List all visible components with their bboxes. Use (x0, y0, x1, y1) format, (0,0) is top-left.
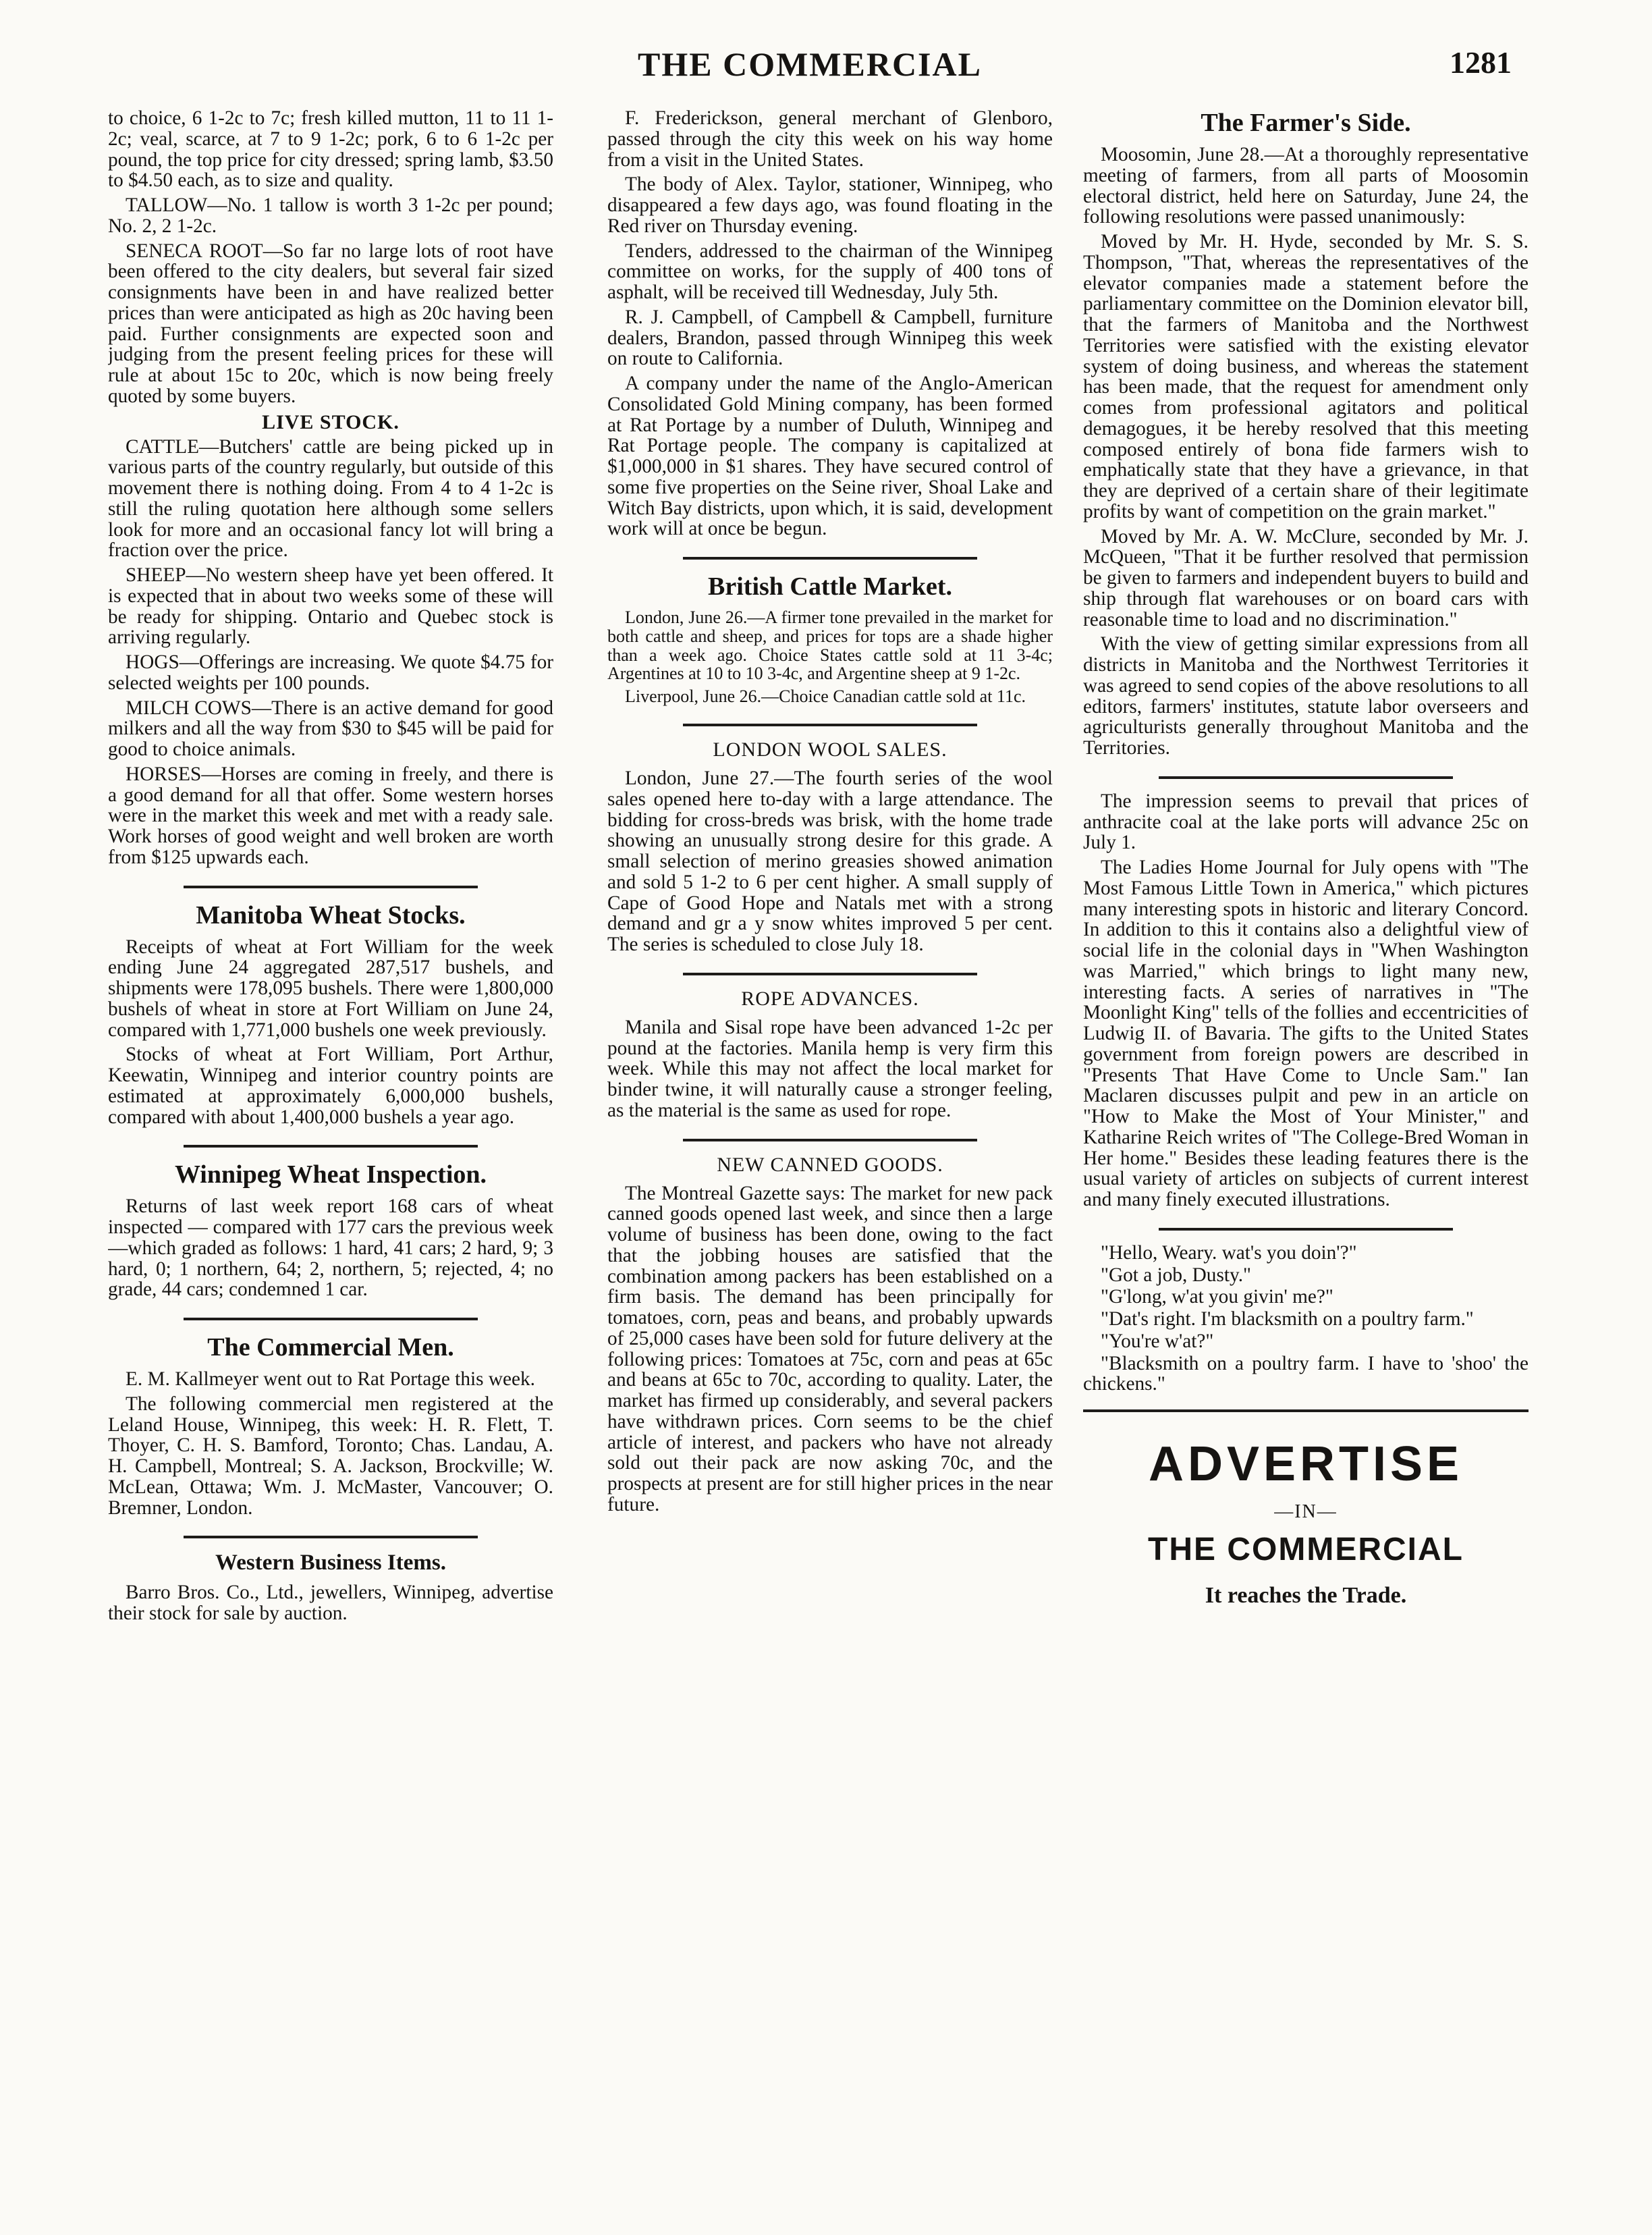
wool-sales-heading: LONDON WOOL SALES. (713, 738, 947, 761)
paragraph: TALLOW—No. 1 tallow is worth 3 1-2c per pound; No. 2, 2 1-2c. (108, 194, 553, 237)
dialog-line: "G'long, w'at you givin' me?" (1101, 1286, 1333, 1308)
paragraph: Tenders, addressed to the chairman of the Winnipeg committee on works, for the supply of 400 tons of asphalt, will be received till Wednesday, July 5th. (607, 240, 1053, 303)
dialog-line: "Blacksmith on a poultry farm. I have to 'shoo' the chickens." (1083, 1352, 1529, 1395)
paragraph: SENECA ROOT—So far no large lots of root have been offered to the city dealers, but several fair sized consignments have been in and have realized better prices than were anticipated as high as 20c having been paid. Further consignments are expected soon and judging from the present feeling prices for these will rule at about 15c to 20c, which is now being freely quoted by some buyers. (108, 240, 553, 407)
ad-publication: THE COMMERCIAL (1148, 1532, 1464, 1567)
paragraph: Returns of last week report 168 cars of wheat inspected — compared with 177 cars the previous week—which graded as follows: 1 hard, 41 cars; 2 hard, 9; 3 hard, 0; 1 northern, 64; 2, northern, 5; rejected, 4; no grade, 44 cars; condemned 1 car. (108, 1195, 553, 1301)
paragraph: Liverpool, June 26.—Choice Canadian cattle sold at 11c. (625, 686, 1026, 707)
section-divider (184, 1318, 478, 1320)
live-stock-section (108, 437, 553, 868)
paragraph: A company under the name of the Anglo-American Consolidated Gold Mining company, has been formed at Rat Portage by a number of Duluth, Winnipeg and Rat Portage people. The company is capitalized at $1,000,000 in $1 shares. They have secured control of some five properties on the Seine river, Shoal Lake and Witch Bay districts, upon which, it is said, development work will at once be begun. (607, 373, 1053, 540)
paragraph: R. J. Campbell, of Campbell & Campbell, furniture dealers, Brandon, passed through Winnipeg this week on route to California. (607, 306, 1053, 370)
paragraph: F. Frederickson, general merchant of Glenboro, passed through the city this week on his way home from a visit in the United States. (607, 108, 1053, 171)
paragraph: Moved by Mr. A. W. McClure, seconded by Mr. J. McQueen, "That it be further resolved that permission be given to farmers and independent buyers to build and ship through flat warehouses or on board cars with reasonable time to load and no discrimination." (1083, 525, 1529, 630)
rope-advances-heading: ROPE ADVANCES. (741, 987, 919, 1010)
column-1 (108, 108, 553, 2208)
ad-tagline: It reaches the Trade. (1205, 1583, 1407, 1608)
paragraph: The Ladies Home Journal for July opens with "The Most Famous Little Town in America," which pictures many interesting spots in historic and literary Concord. In addition to this it contains also a delightful view of social life in the colonial days in "When Washington was Married," which brings to light many new, interesting facts. A series of narratives in "The Moonlight King" tells of the follies and eccentricities of Ludwig II. of Bavaria. The gifts to the United States government from foreign powers are described in "Presents That Have Come to Uncle Sam." Ian Maclaren discusses pulpit and pew in an article on "How to Make the Most of Your Minister," and Katharine Reich writes of "The College-Bred Woman in Her home." Besides these leading features there is the usual variety of articles on subjects of current interest and many finely executed illustrations. (1083, 857, 1529, 1210)
section-divider (683, 724, 977, 726)
section-divider (683, 973, 977, 975)
ad-connector: —IN— (1274, 1501, 1338, 1522)
page-number: 1281 (1450, 45, 1512, 80)
cattle-market-section (607, 608, 1053, 706)
paragraph: London, June 27.—The fourth series of the wool sales opened here to-day with a large attendance. The bidding for cross-breds was brisk, with the home trade showing an unusually strong desire for this grade. A small selection of merino greasies showed animation and sold 5 1-2 to 6 per cent higher. A small supply of Cape of Good Hope and Natals met with a strong demand and gr a y snow whites improved 5 per cent. The series is scheduled to close July 18. (607, 768, 1053, 956)
canned-goods-heading: NEW CANNED GOODS. (717, 1153, 943, 1176)
dialog-line: "Dat's right. I'm blacksmith on a poultry farm." (1101, 1308, 1474, 1330)
paragraph: Moosomin, June 28.—At a thoroughly representative meeting of farmers, from all parts of Moosomin electoral district, held here on Saturday, June 24, the following resolutions were passed unanimously: (1083, 144, 1529, 228)
paragraph: The following commercial men registered at the Leland House, Winnipeg, this week: H. R. Flett, T. Thoyer, C. H. S. Bamford, Toronto; Chas. Landau, A. H. Campbell, Montreal; S. A. Jackson, Brockville; W. McLean, Ottawa; Wm. J. McMaster, Vancouver; O. Bremner, London. (108, 1393, 553, 1519)
column-2 (607, 108, 1053, 2208)
paragraph: CATTLE—Butchers' cattle are being picked up in various parts of the country regularly, but outside of this movement there is nothing doing. From 4 to 4 1-2c is still the ruling quotation here although some sellers look for more and an occasional fancy lot will bring a fraction over the price. (108, 435, 553, 562)
paragraph: With the view of getting similar expressions from all districts in Manitoba and the Northwest Territories it was agreed to send copies of the above resolutions to all editors, farmers' institutes, statute labor overseers and agriculturists generally throughout Manitoba and the Territories. (1083, 633, 1529, 759)
section-divider (1159, 776, 1453, 779)
page-header (108, 41, 1512, 95)
journal-title: THE COMMERCIAL (638, 45, 982, 83)
dialog-line: "Got a job, Dusty." (1101, 1264, 1252, 1286)
paragraph: to choice, 6 1-2c to 7c; fresh killed mutton, 11 to 11 1-2c; veal, scarce, at 7 to 9 1-2c; pork, 6 to 6 1-2c per pound, the top price for city dressed; spring lamb, $3.50 to $4.50 each, as to size and quality. (108, 108, 553, 192)
western-business-heading: Western Business Items. (215, 1551, 446, 1576)
section-divider (1159, 1228, 1453, 1231)
paragraph: The Montreal Gazette says: The market for new pack canned goods opened last week, and since then a large volume of business has been done, owing to the fact that the jobbing houses are satisfied that the combination among packers has been established on a firm basis. The demand has been principally for tomatoes, corn, peas and beans, and probably upwards of 25,000 cases have been sold for future delivery at the following prices: Tomatoes at 75c, corn and peas at 65c and beans at 65c to 70c, according to quality. Later, the market has firmed up considerably, and several packers have withdrawn prices. Corn seems to be the chief article of interest, and packers who have not already sold out their pack are now asking 70c, and the prospects at present are for still higher prices in the near future. (607, 1182, 1053, 1515)
wheat-inspection-heading: Winnipeg Wheat Inspection. (174, 1160, 487, 1189)
british-cattle-heading: British Cattle Market. (708, 572, 952, 601)
section-divider (683, 557, 977, 560)
market-report (108, 108, 553, 407)
commercial-men-heading: The Commercial Men. (207, 1333, 454, 1362)
advertisement-block (1083, 1436, 1529, 1609)
paragraph: Barro Bros. Co., Ltd., jewellers, Winnipeg, advertise their stock for sale by auction. (108, 1582, 553, 1624)
section-divider (1083, 1409, 1529, 1412)
paragraph: MILCH COWS—There is an active demand for good milkers and all the way from $30 to $45 will be paid for good to choice animals. (108, 697, 553, 760)
paragraph: Stocks of wheat at Fort William, Port Arthur, Keewatin, Winnipeg and interior country points are estimated at approximately 6,000,000 bushels, compared with about 1,400,000 bushels a year ago. (108, 1044, 553, 1128)
section-divider (184, 886, 478, 888)
paragraph: London, June 26.—A firmer tone prevailed in the market for both cattle and sheep, and prices for tops are a shade higher than a week ago. Choice States cattle sold at 11 3-4c; Argentines at 10 to 10 3-4c, and Argentine sheep at 9 1-2c. (607, 608, 1053, 684)
column-3 (1083, 108, 1529, 2208)
farmers-side-heading: The Farmer's Side. (1201, 109, 1411, 137)
dialog-line: "Hello, Weary. wat's you doin'?" (1101, 1241, 1357, 1264)
joke-dialog (1083, 1243, 1529, 1395)
live-stock-heading: LIVE STOCK. (262, 410, 400, 433)
ad-headline: ADVERTISE (1148, 1437, 1464, 1491)
dialog-line: "You're w'at?" (1101, 1330, 1214, 1352)
wheat-stocks-heading: Manitoba Wheat Stocks. (196, 900, 466, 930)
paragraph: Manila and Sisal rope have been advanced 1-2c per pound at the factories. Manila hemp is very firm this week. While this may not affect the local market for binder twine, it will naturally cause a stronger feeling, as the material is the same as used for rope. (607, 1016, 1053, 1121)
section-divider (683, 1139, 977, 1141)
paragraph: Moved by Mr. H. Hyde, seconded by Mr. S. S. Thompson, "That, whereas the representatives of the elevator companies made a statement before the parliamentary committee on the Dominion elevator bill, that the farmers of Manitoba and the Northwest Territories were satisfied with the existing elevator system of doing business, and whereas the statement has been made, that the request for amendment only comes from professional agitators and political demagogues, it be hereby resolved that this meeting composed entirely of bona fide farmers wish to emphatically state that they have a grievance, in that they are deprived of a certain share of their legitimate profits by want of competition on the grain market." (1083, 231, 1529, 522)
section-divider (184, 1536, 478, 1538)
paragraph: HORSES—Horses are coming in freely, and there is a good demand for all that offer. Some western horses were in the market this week and met with a ready sale. Work horses of good weight and well broken are worth from $125 upwards each. (108, 763, 553, 868)
paragraph: The body of Alex. Taylor, stationer, Winnipeg, who disappeared a few days ago, was found floating in the Red river on Thursday evening. (607, 173, 1053, 237)
paragraph: The impression seems to prevail that prices of anthracite coal at the lake ports will advance 25c on July 1. (1083, 790, 1529, 854)
paragraph: SHEEP—No western sheep have yet been offered. It is expected that in about two weeks some of these will be ready for shipping. Ontario and Quebec stock is arriving regularly. (108, 564, 553, 649)
paragraph: E. M. Kallmeyer went out to Rat Portage this week. (126, 1368, 535, 1390)
paragraph: HOGS—Offerings are increasing. We quote $4.75 for selected weights per 100 pounds. (108, 651, 553, 694)
paragraph: Receipts of wheat at Fort William for the week ending June 24 aggregated 287,517 bushels, and shipments were 178,095 bushels. There were 1,800,000 bushels of wheat in store at Fort William on June 24, compared with 1,771,000 bushels one week previously. (108, 936, 553, 1041)
section-divider (184, 1145, 478, 1148)
